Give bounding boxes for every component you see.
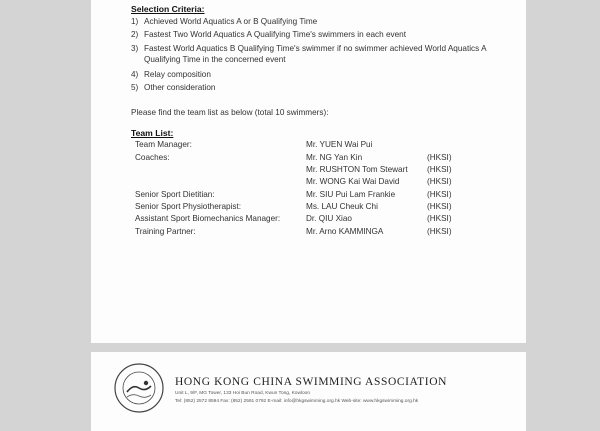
team-row xyxy=(91,153,526,165)
team-member-name: Mr. RUSHTON Tom Stewart xyxy=(306,165,408,174)
team-member-name: Mr. Arno KAMMINGA xyxy=(306,227,384,236)
team-role: Assistant Sport Biomechanics Manager: xyxy=(135,214,281,223)
criteria-text: Fastest World Aquatics B Qualifying Time's swimmer if no swimmer achieved World Aquatics A Qualifying Time in the concerned event xyxy=(144,44,487,65)
association-name: HONG KONG CHINA SWIMMING ASSOCIATION xyxy=(175,376,448,388)
team-member-name: Mr. WONG Kai Wai David xyxy=(306,177,400,186)
team-member-org: (HKSI) xyxy=(427,190,452,199)
criteria-text: Relay composition xyxy=(144,70,211,79)
selection-criteria-heading: Selection Criteria: xyxy=(131,4,205,14)
team-member-name: Mr. YUEN Wai Pui xyxy=(306,140,373,149)
team-row xyxy=(91,214,526,226)
criteria-text: Other consideration xyxy=(144,83,216,92)
team-row xyxy=(91,140,526,152)
team-role: Training Partner: xyxy=(135,227,196,236)
team-member-org: (HKSI) xyxy=(427,165,452,174)
criteria-text: Fastest Two World Aquatics A Qualifying Time's swimmers in each event xyxy=(144,30,407,39)
association-contact: Tel: (852) 2572 8594 Fax: (852) 2591 0792 E-mail: info@hkgswimming.org.hk Web-site: www.hkgswimming.org.hk xyxy=(175,399,419,404)
team-role: Team Manager: xyxy=(135,140,192,149)
team-row xyxy=(91,227,526,239)
team-role: Coaches: xyxy=(135,153,170,162)
criteria-number: 5) xyxy=(131,83,139,92)
criteria-text: Achieved World Aquatics A or B Qualifying Time xyxy=(144,17,318,26)
criteria-number: 4) xyxy=(131,70,139,79)
footer-page xyxy=(91,352,526,431)
association-logo-icon xyxy=(113,362,165,414)
team-member-name: Ms. LAU Cheuk Chi xyxy=(306,202,378,211)
team-member-org: (HKSI) xyxy=(427,177,452,186)
team-role: Senior Sport Dietitian: xyxy=(135,190,215,199)
team-row xyxy=(91,177,526,189)
criteria-number: 1) xyxy=(131,17,139,26)
team-member-org: (HKSI) xyxy=(427,214,452,223)
team-row xyxy=(91,165,526,177)
criteria-number: 3) xyxy=(131,44,139,53)
team-member-org: (HKSI) xyxy=(427,227,452,236)
association-address: Unit L, 9/F, MG Tower, 133 Hoi Bun Road, Kwun Tong, Kowloon xyxy=(175,391,311,396)
team-member-name: Mr. SIU Pui Lam Frankie xyxy=(306,190,396,199)
team-list-intro: Please find the team list as below (total 10 swimmers): xyxy=(131,108,329,117)
team-row xyxy=(91,190,526,202)
team-member-name: Dr. QIU Xiao xyxy=(306,214,352,223)
team-member-name: Mr. NG Yan Kin xyxy=(306,153,363,162)
team-role: Senior Sport Physiotherapist: xyxy=(135,202,242,211)
criteria-number: 2) xyxy=(131,30,139,39)
team-member-org: (HKSI) xyxy=(427,202,452,211)
team-member-org: (HKSI) xyxy=(427,153,452,162)
document-page xyxy=(91,0,526,343)
team-row xyxy=(91,202,526,214)
team-list-heading: Team List: xyxy=(131,128,174,138)
